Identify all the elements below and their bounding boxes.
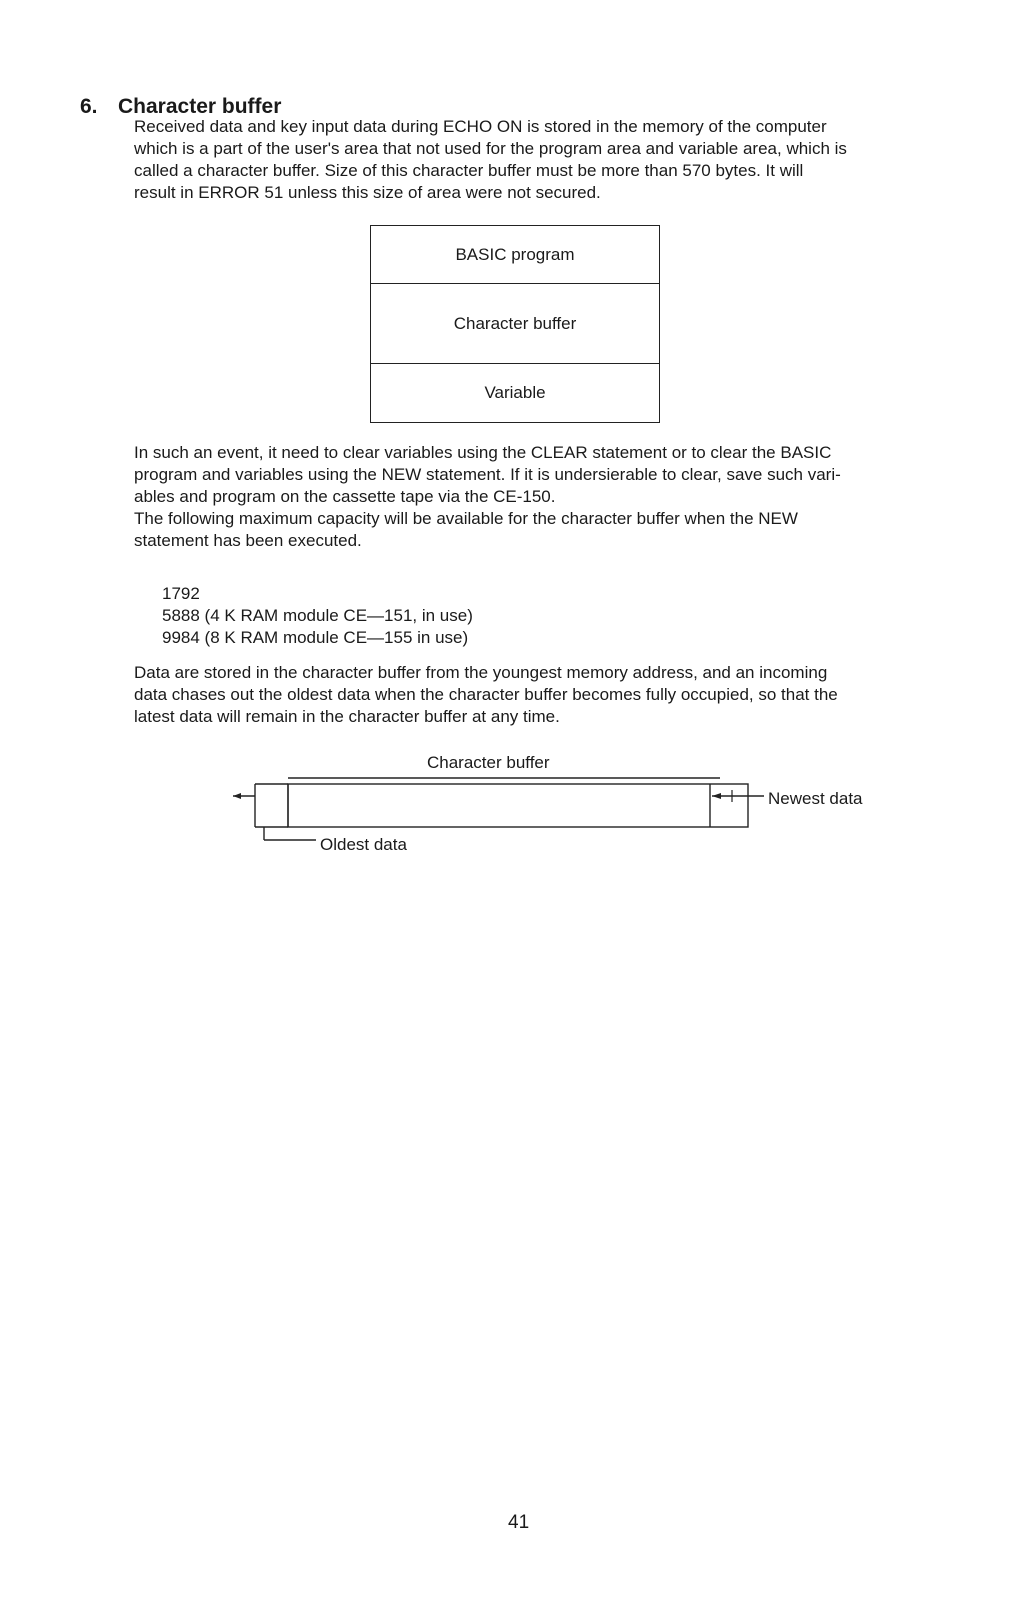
buffer-diagram-caption: Character buffer xyxy=(427,753,550,772)
clear-line: ables and program on the cassette tape via the CE-150. xyxy=(134,487,556,506)
section-number: 6. xyxy=(80,95,98,118)
storage-line: data chases out the oldest data when the character buffer becomes fully occupied, so that the xyxy=(134,685,838,704)
intro-line: which is a part of the user's area that not used for the program area and variable area, which is xyxy=(134,139,847,158)
capacity-item: 5888 (4 K RAM module CE—151, in use) xyxy=(162,606,473,625)
oldest-data-label: Oldest data xyxy=(320,835,407,854)
memory-segment-character-buffer: Character buffer xyxy=(371,284,659,364)
memory-segment-variable: Variable xyxy=(484,383,546,402)
memory-segment-basic-program: BASIC program xyxy=(371,226,659,284)
intro-line: Received data and key input data during ECHO ON is stored in the memory of the computer xyxy=(134,117,827,136)
capacity-item: 9984 (8 K RAM module CE—155 in use) xyxy=(162,628,469,647)
section-title: Character buffer xyxy=(118,95,282,118)
storage-line: latest data will remain in the character buffer at any time. xyxy=(134,707,560,726)
intro-line: result in ERROR 51 unless this size of area were not secured. xyxy=(134,183,601,202)
capacity-item: 1792 xyxy=(162,584,200,603)
clear-line: program and variables using the NEW statement. If it is undersierable to clear, save such vari- xyxy=(134,465,841,484)
buffer-diagram xyxy=(230,770,770,860)
clear-line: statement has been executed. xyxy=(134,531,362,550)
intro-line: called a character buffer. Size of this character buffer must be more than 570 bytes. It will xyxy=(134,161,804,180)
buffer-rectangle xyxy=(288,784,748,827)
right-arrow-icon xyxy=(712,793,721,799)
storage-line: Data are stored in the character buffer from the youngest memory address, and an incoming xyxy=(134,663,828,682)
left-arrow-icon xyxy=(233,793,241,799)
capacity-list xyxy=(162,583,473,649)
newest-data-label: Newest data xyxy=(768,789,863,808)
storage-paragraph xyxy=(134,662,980,728)
clear-line: In such an event, it need to clear variables using the CLEAR statement or to clear the BASIC xyxy=(134,443,832,462)
memory-map-diagram xyxy=(370,225,660,423)
intro-paragraph xyxy=(134,116,980,204)
clear-paragraph xyxy=(134,442,980,552)
clear-line: The following maximum capacity will be available for the character buffer when the NEW xyxy=(134,509,798,528)
page-number: 41 xyxy=(508,1512,530,1533)
